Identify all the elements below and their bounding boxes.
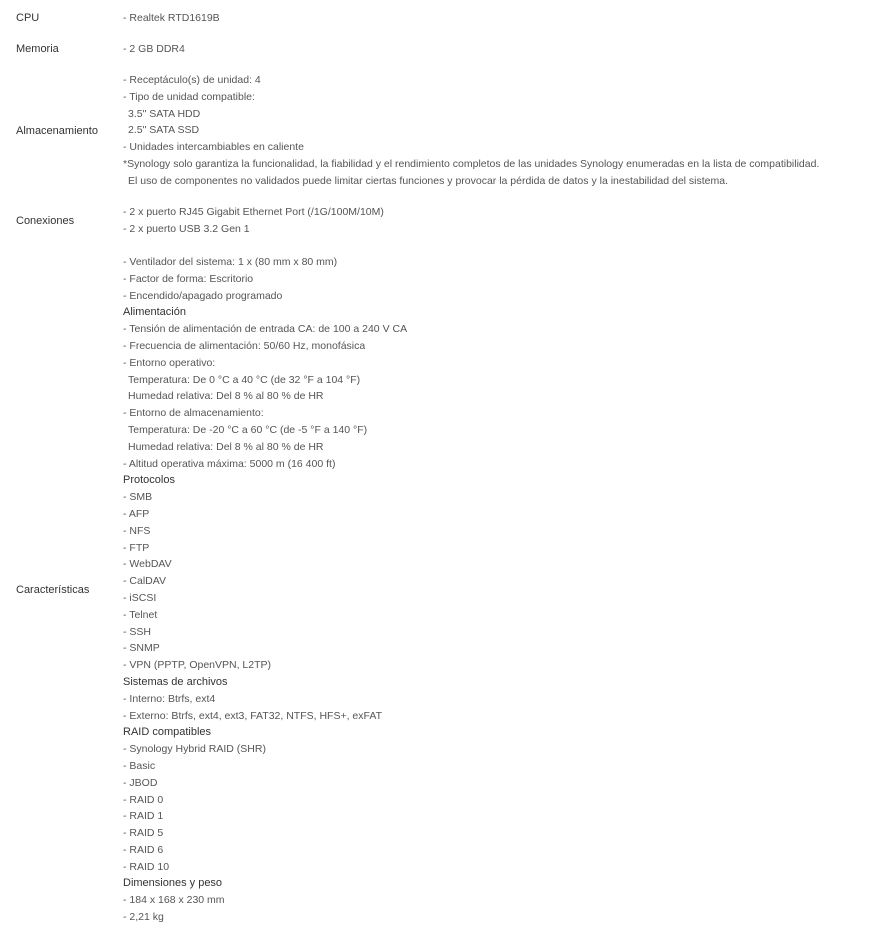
spec-line: - RAID 0 (123, 793, 164, 806)
spec-line: - SNMP (123, 642, 160, 655)
spec-value (123, 10, 869, 27)
spec-line: - RAID 1 (123, 810, 164, 823)
spec-line: - VPN (PPTP, OpenVPN, L2TP) (123, 659, 272, 672)
spec-line: - 184 x 168 x 230 mm (123, 894, 225, 907)
spec-line: - Unidades intercambiables en caliente (123, 141, 304, 154)
spec-line: - CalDAV (123, 575, 166, 588)
spec-line: - Basic (123, 759, 156, 772)
spec-subheading: RAID compatibles (123, 726, 212, 739)
spec-line: - JBOD (123, 776, 158, 789)
spec-line: - Frecuencia de alimentación: 50/60 Hz, monofásica (123, 339, 366, 352)
spec-line: - Factor de forma: Escritorio (123, 272, 254, 285)
spec-line: - iSCSI (123, 591, 157, 604)
spec-line: - Interno: Btrfs, ext4 (123, 692, 216, 705)
spec-label: Conexiones (16, 214, 75, 227)
spec-row (0, 41, 869, 58)
spec-value (123, 204, 869, 238)
spec-line: - Externo: Btrfs, ext4, ext3, FAT32, NTFS, HFS+, exFAT (123, 709, 382, 722)
spec-line: - RAID 5 (123, 827, 164, 840)
spec-row (0, 204, 869, 238)
spec-line: Temperatura: De -20 °C a 60 °C (de -5 °F a 140 °F) (128, 423, 368, 436)
spec-line: - 2 x puerto USB 3.2 Gen 1 (123, 222, 250, 235)
spec-line: - Receptáculo(s) de unidad: 4 (123, 74, 261, 86)
spec-line: - Telnet (123, 608, 158, 621)
spec-subheading: Dimensiones y peso (123, 877, 223, 890)
spec-line: 3.5" SATA HDD (128, 107, 201, 120)
spec-line: - SSH (123, 625, 152, 638)
spec-line: Humedad relativa: Del 8 % al 80 % de HR (128, 390, 324, 403)
spec-line: - Altitud operativa máxima: 5000 m (16 400 ft) (123, 457, 336, 470)
spec-line: - RAID 6 (123, 843, 164, 856)
spec-subheading: Alimentación (123, 306, 186, 319)
spec-line: - Tipo de unidad compatible: (123, 90, 255, 103)
spec-line: - Tensión de alimentación de entrada CA: de 100 a 240 V CA (123, 323, 408, 336)
spec-line: - 2 GB DDR4 (123, 43, 185, 55)
spec-subheading: Protocolos (123, 474, 175, 487)
spec-line: - 2 x puerto RJ45 Gigabit Ethernet Port (/1G/100M/10M) (123, 206, 384, 218)
spec-line: - Entorno operativo: (123, 356, 216, 369)
spec-line: *Synology solo garantiza la funcionalidad, la fiabilidad y el rendimiento completos de las unidades Synology enumeradas en la lista de compatibilidad. (123, 157, 820, 170)
spec-line: - 2,21 kg (123, 911, 164, 924)
spec-line: - AFP (123, 507, 150, 520)
spec-subheading: Sistemas de archivos (123, 675, 228, 688)
spec-line: - Ventilador del sistema: 1 x (80 mm x 80 mm) (123, 256, 338, 268)
spec-line: - NFS (123, 524, 151, 537)
spec-line: - Entorno de almacenamiento: (123, 407, 264, 420)
spec-line: - Synology Hybrid RAID (SHR) (123, 743, 266, 756)
spec-line: - WebDAV (123, 558, 172, 571)
spec-label: Memoria (16, 43, 59, 56)
spec-line: El uso de componentes no validados puede limitar ciertas funciones y provocar la pérdida de datos y la inestabilidad del sistema. (128, 174, 729, 187)
spec-line: - SMB (123, 491, 153, 504)
spec-line: - Realtek RTD1619B (123, 12, 220, 24)
spec-line: - Encendido/apagado programado (123, 289, 283, 302)
spec-label: Características (16, 583, 90, 596)
spec-label: Almacenamiento (16, 124, 98, 137)
spec-line: Humedad relativa: Del 8 % al 80 % de HR (128, 440, 324, 453)
spec-value (123, 254, 869, 926)
spec-row (0, 254, 869, 926)
spec-row (0, 10, 869, 27)
spec-row (0, 72, 869, 190)
spec-line: - FTP (123, 541, 150, 554)
spec-line: 2.5" SATA SSD (128, 124, 200, 137)
spec-value (123, 41, 869, 58)
spec-line: Temperatura: De 0 °C a 40 °C (de 32 °F a 104 °F) (128, 373, 361, 386)
spec-label: CPU (16, 12, 40, 25)
spec-value (123, 72, 869, 190)
spec-line: - RAID 10 (123, 860, 170, 873)
